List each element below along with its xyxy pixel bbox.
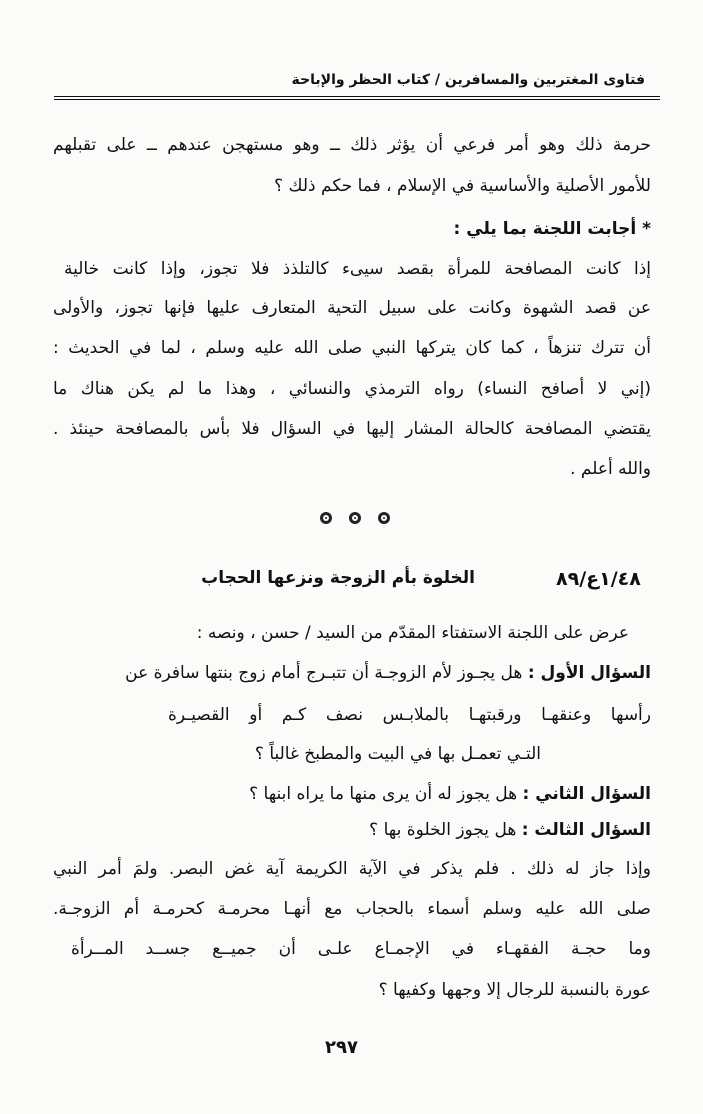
text-line: أن تترك تنزهاً ، كما كان يتركها النبي صلى الله عليه وسلم ، لما في الحديث : [53, 338, 651, 358]
text-line: حرمة ذلك وهو أمر فرعي أن يؤثر ذلك ــ وهو مستهجن عندهم ــ على تقبلهم [53, 135, 651, 155]
text-line: إذا كانت المصافحة للمرأة بقصد سيىء كالتلذذ فلا تجوز، وإذا كانت خالية [64, 259, 651, 279]
text-line: والله أعلم . [570, 459, 651, 479]
text-line: وما حجـة الفقهـاء في الإجمـاع علـى أن جميــع جســد المــرأة [71, 939, 651, 959]
question-3-text: هل يجوز الخلوة بها ؟ [369, 820, 517, 840]
text-line: يقتضي المصافحة كالحالة المشار إليها في السؤال فلا بأس بالمصافحة حينئذ . [53, 419, 651, 439]
text-line: التـي تعمـل بها في البيت والمطبخ غالباً ؟ [254, 744, 541, 764]
question-3-label: السؤال الثالث : [521, 820, 651, 840]
answer-heading: * أجابت اللجنة بما يلي : [453, 219, 651, 239]
text-line: (إني لا أصافح النساء) رواه الترمذي والنسائي ، وهذا ما لم يكن هناك ما [53, 379, 651, 399]
fatwa-intro: عرض على اللجنة الاستفتاء المقدّم من السيد / حسن ، ونصه : [196, 623, 629, 643]
question-3 [53, 822, 651, 839]
ornament-circle-icon [320, 512, 332, 524]
question-2-text: هل يجوز له أن يرى منها ما يراه ابنها ؟ [249, 784, 518, 804]
text-line: عن قصد الشهوة وكانت على سبيل التحية المتعارف عليها فإنها تجوز، والأولى [53, 298, 651, 318]
question-1 [53, 665, 651, 682]
text-line: رأسها وعنقهـا ورقبتهـا بالملابـس نصف كـم أو القصيـرة [168, 705, 651, 725]
question-1-text: هل يجـوز لأم الزوجـة أن تتبـرج أمام زوج بنتها سافرة عن [125, 663, 523, 683]
running-header: فتاوى المغتربين والمسافرين / كتاب الحظر والإباحة [291, 72, 645, 88]
page-number: ٢٩٧ [325, 1037, 358, 1058]
text-line: عورة بالنسبة للرجال إلا وجهها وكفيها ؟ [378, 980, 651, 1000]
header-rule [54, 96, 660, 97]
text-line: صلى الله عليه وسلم أسماء بالحجاب مع أنهـا محرمـة كحرمـة أم الزوجـة. [53, 899, 651, 919]
fatwa-title: الخلوة بأم الزوجة ونزعها الحجاب [201, 568, 475, 588]
question-1-label: السؤال الأول : [527, 663, 651, 683]
ornament-circle-icon [349, 512, 361, 524]
ornament-separator-icon [320, 512, 390, 526]
text-line: وإذا جاز له ذلك . فلم يذكر في الآية الكريمة آية غض البصر. ولمَ أمر النبي [53, 859, 651, 879]
question-2 [53, 786, 651, 803]
ornament-circle-icon [378, 512, 390, 524]
question-2-label: السؤال الثاني : [522, 784, 651, 804]
text-line: للأمور الأصلية والأساسية في الإسلام ، فما حكم ذلك ؟ [274, 176, 651, 196]
header-rule-thin [54, 99, 660, 100]
fatwa-number: ١/٤٨ع/٨٩ [556, 568, 641, 590]
